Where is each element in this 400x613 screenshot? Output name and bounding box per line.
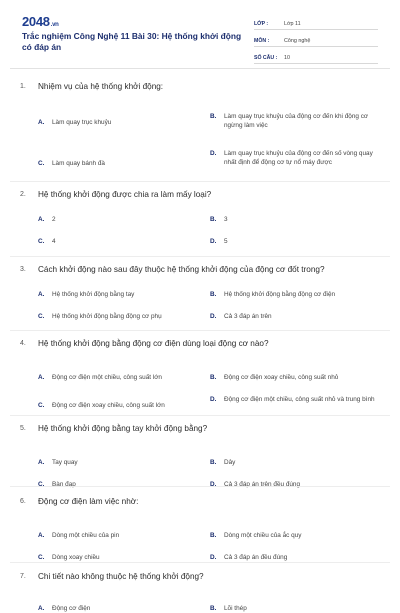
question-text: Hệ thống khởi động bằng tay khởi động bằng? <box>38 424 208 433</box>
option-d[interactable] <box>210 395 378 404</box>
option-letter: A. <box>38 374 45 381</box>
meta-count-row <box>254 49 378 64</box>
question-separator <box>10 415 390 416</box>
meta-class-row <box>254 15 378 30</box>
option-letter: C. <box>38 238 45 245</box>
option-text: 2 <box>52 216 56 223</box>
option-letter: C. <box>38 481 45 488</box>
option-text: Động cơ điện xoay chiều, công suất lớn <box>52 402 165 409</box>
option-letter: B. <box>210 216 217 223</box>
header-divider <box>10 68 390 69</box>
logo-tld: .vn <box>50 22 59 28</box>
option-b[interactable] <box>210 458 378 467</box>
question-number: 1. <box>20 83 26 90</box>
option-c[interactable] <box>38 553 188 562</box>
option-text: Lõi thép <box>224 605 247 612</box>
option-text: Dòng một chiều của pin <box>52 532 120 539</box>
option-text: Động cơ điện xoay chiều, công suất nhỏ <box>224 374 339 381</box>
question-text: Nhiệm vụ của hệ thống khởi động: <box>38 82 164 91</box>
option-c[interactable] <box>38 480 188 489</box>
question-number: 5. <box>20 425 26 432</box>
question-separator <box>10 181 390 182</box>
option-text: Làm quay trục khuỷu của động cơ đến số vòng quay nhất định để động cơ tự nổ máy được <box>224 150 373 166</box>
option-text: Tay quay <box>52 459 78 466</box>
option-b[interactable] <box>210 373 378 382</box>
option-letter: A. <box>38 605 45 612</box>
option-letter: C. <box>38 313 45 320</box>
option-a[interactable] <box>38 373 208 382</box>
question-separator <box>10 562 390 563</box>
option-c[interactable] <box>38 159 188 168</box>
option-letter: D. <box>210 313 217 320</box>
option-d[interactable] <box>210 312 378 321</box>
option-text: Cả 3 đáp án trên đều đúng <box>224 481 301 488</box>
option-text: Làm quay trục khuỷu của động cơ đến khi động cơ ngừng làm việc <box>224 113 369 129</box>
question-separator <box>10 330 390 331</box>
option-text: 5 <box>224 238 228 245</box>
option-a[interactable] <box>38 604 188 613</box>
option-a[interactable] <box>38 531 188 540</box>
option-b[interactable] <box>210 531 378 540</box>
site-logo[interactable] <box>22 14 59 29</box>
question-1 <box>20 81 388 167</box>
option-letter: B. <box>210 605 217 612</box>
option-letter: D. <box>210 554 217 561</box>
option-a[interactable] <box>38 215 188 224</box>
option-letter: A. <box>38 119 45 126</box>
option-d[interactable] <box>210 149 378 167</box>
option-c[interactable] <box>38 237 188 246</box>
option-text: Làm quay trục khuỷu <box>52 119 112 126</box>
option-text: Động cơ điện <box>52 605 91 612</box>
option-letter: B. <box>210 459 217 466</box>
option-letter: D. <box>210 238 217 245</box>
question-text: Cách khởi động nào sau đây thuộc hệ thống khởi động của động cơ đốt trong? <box>38 265 325 274</box>
logo-text: 2048 <box>22 14 50 29</box>
option-a[interactable] <box>38 290 208 299</box>
option-letter: C. <box>38 554 45 561</box>
question-separator <box>10 486 390 487</box>
option-letter: C. <box>38 160 45 167</box>
option-text: 3 <box>224 216 228 223</box>
option-text: Hệ thống khởi động bằng tay <box>52 291 135 298</box>
option-letter: D. <box>210 396 217 403</box>
question-separator <box>10 256 390 257</box>
option-text: 4 <box>52 238 56 245</box>
question-number: 6. <box>20 498 26 505</box>
option-letter: B. <box>210 374 217 381</box>
option-text: Dòng một chiều của ắc quy <box>224 532 302 539</box>
option-c[interactable] <box>38 312 208 321</box>
option-c[interactable] <box>38 401 208 410</box>
option-letter: B. <box>210 291 217 298</box>
option-text: Hệ thống khởi động bằng động cơ điện <box>224 291 336 298</box>
question-5 <box>20 423 388 488</box>
option-letter: C. <box>38 402 45 409</box>
question-number: 7. <box>20 573 26 580</box>
option-letter: A. <box>38 291 45 298</box>
option-text: Động cơ điện một chiều, công suất lớn <box>52 374 162 381</box>
option-text: Làm quay bánh đà <box>52 160 105 167</box>
meta-key: LỚP : <box>254 21 269 27</box>
meta-key: SỐ CÂU : <box>254 55 278 61</box>
option-b[interactable] <box>210 290 378 299</box>
option-b[interactable] <box>210 604 378 613</box>
page-title: Trắc nghiệm Công Nghệ 11 Bài 30: Hệ thống khởi động có đáp án <box>22 31 242 52</box>
option-text: Bàn đạp <box>52 481 76 488</box>
meta-subject-row <box>254 32 378 47</box>
meta-key: MÔN : <box>254 38 270 44</box>
question-number: 2. <box>20 191 26 198</box>
option-a[interactable] <box>38 118 188 127</box>
question-number: 3. <box>20 266 26 273</box>
quiz-meta <box>254 15 378 66</box>
question-text: Động cơ điện làm việc nhờ: <box>38 497 139 506</box>
option-d[interactable] <box>210 480 378 489</box>
option-text: Động cơ điện một chiều, công suất nhỏ và trung bình <box>224 396 375 403</box>
option-letter: A. <box>38 532 45 539</box>
option-b[interactable] <box>210 215 378 224</box>
question-number: 4. <box>20 340 26 347</box>
option-letter: A. <box>38 216 45 223</box>
option-d[interactable] <box>210 237 378 246</box>
question-3 <box>20 264 388 320</box>
option-letter: B. <box>210 113 217 120</box>
question-text: Hệ thống khởi động bằng động cơ điện dùng loại động cơ nào? <box>38 339 269 348</box>
meta-value: Công nghệ <box>284 38 311 44</box>
option-text: Dòng xoay chiều <box>52 554 100 561</box>
option-letter: A. <box>38 459 45 466</box>
question-text: Hệ thống khởi động được chia ra làm mấy loại? <box>38 190 212 199</box>
option-letter: D. <box>210 481 217 488</box>
option-b[interactable] <box>210 112 378 130</box>
meta-value: 10 <box>284 55 290 61</box>
option-d[interactable] <box>210 553 378 562</box>
meta-value: Lớp 11 <box>284 21 301 27</box>
option-text: Cả 3 đáp án đều đúng <box>224 554 288 561</box>
option-text: Dây <box>224 459 236 466</box>
option-letter: B. <box>210 532 217 539</box>
question-4 <box>20 338 388 409</box>
option-text: Hệ thống khởi động bằng động cơ phụ <box>52 313 162 320</box>
question-text: Chi tiết nào không thuộc hệ thống khởi động? <box>38 572 204 581</box>
question-6 <box>20 496 388 561</box>
option-text: Cả 3 đáp án trên <box>224 313 272 320</box>
question-2 <box>20 189 388 245</box>
option-letter: D. <box>210 150 217 157</box>
option-a[interactable] <box>38 458 188 467</box>
question-7 <box>20 571 388 612</box>
